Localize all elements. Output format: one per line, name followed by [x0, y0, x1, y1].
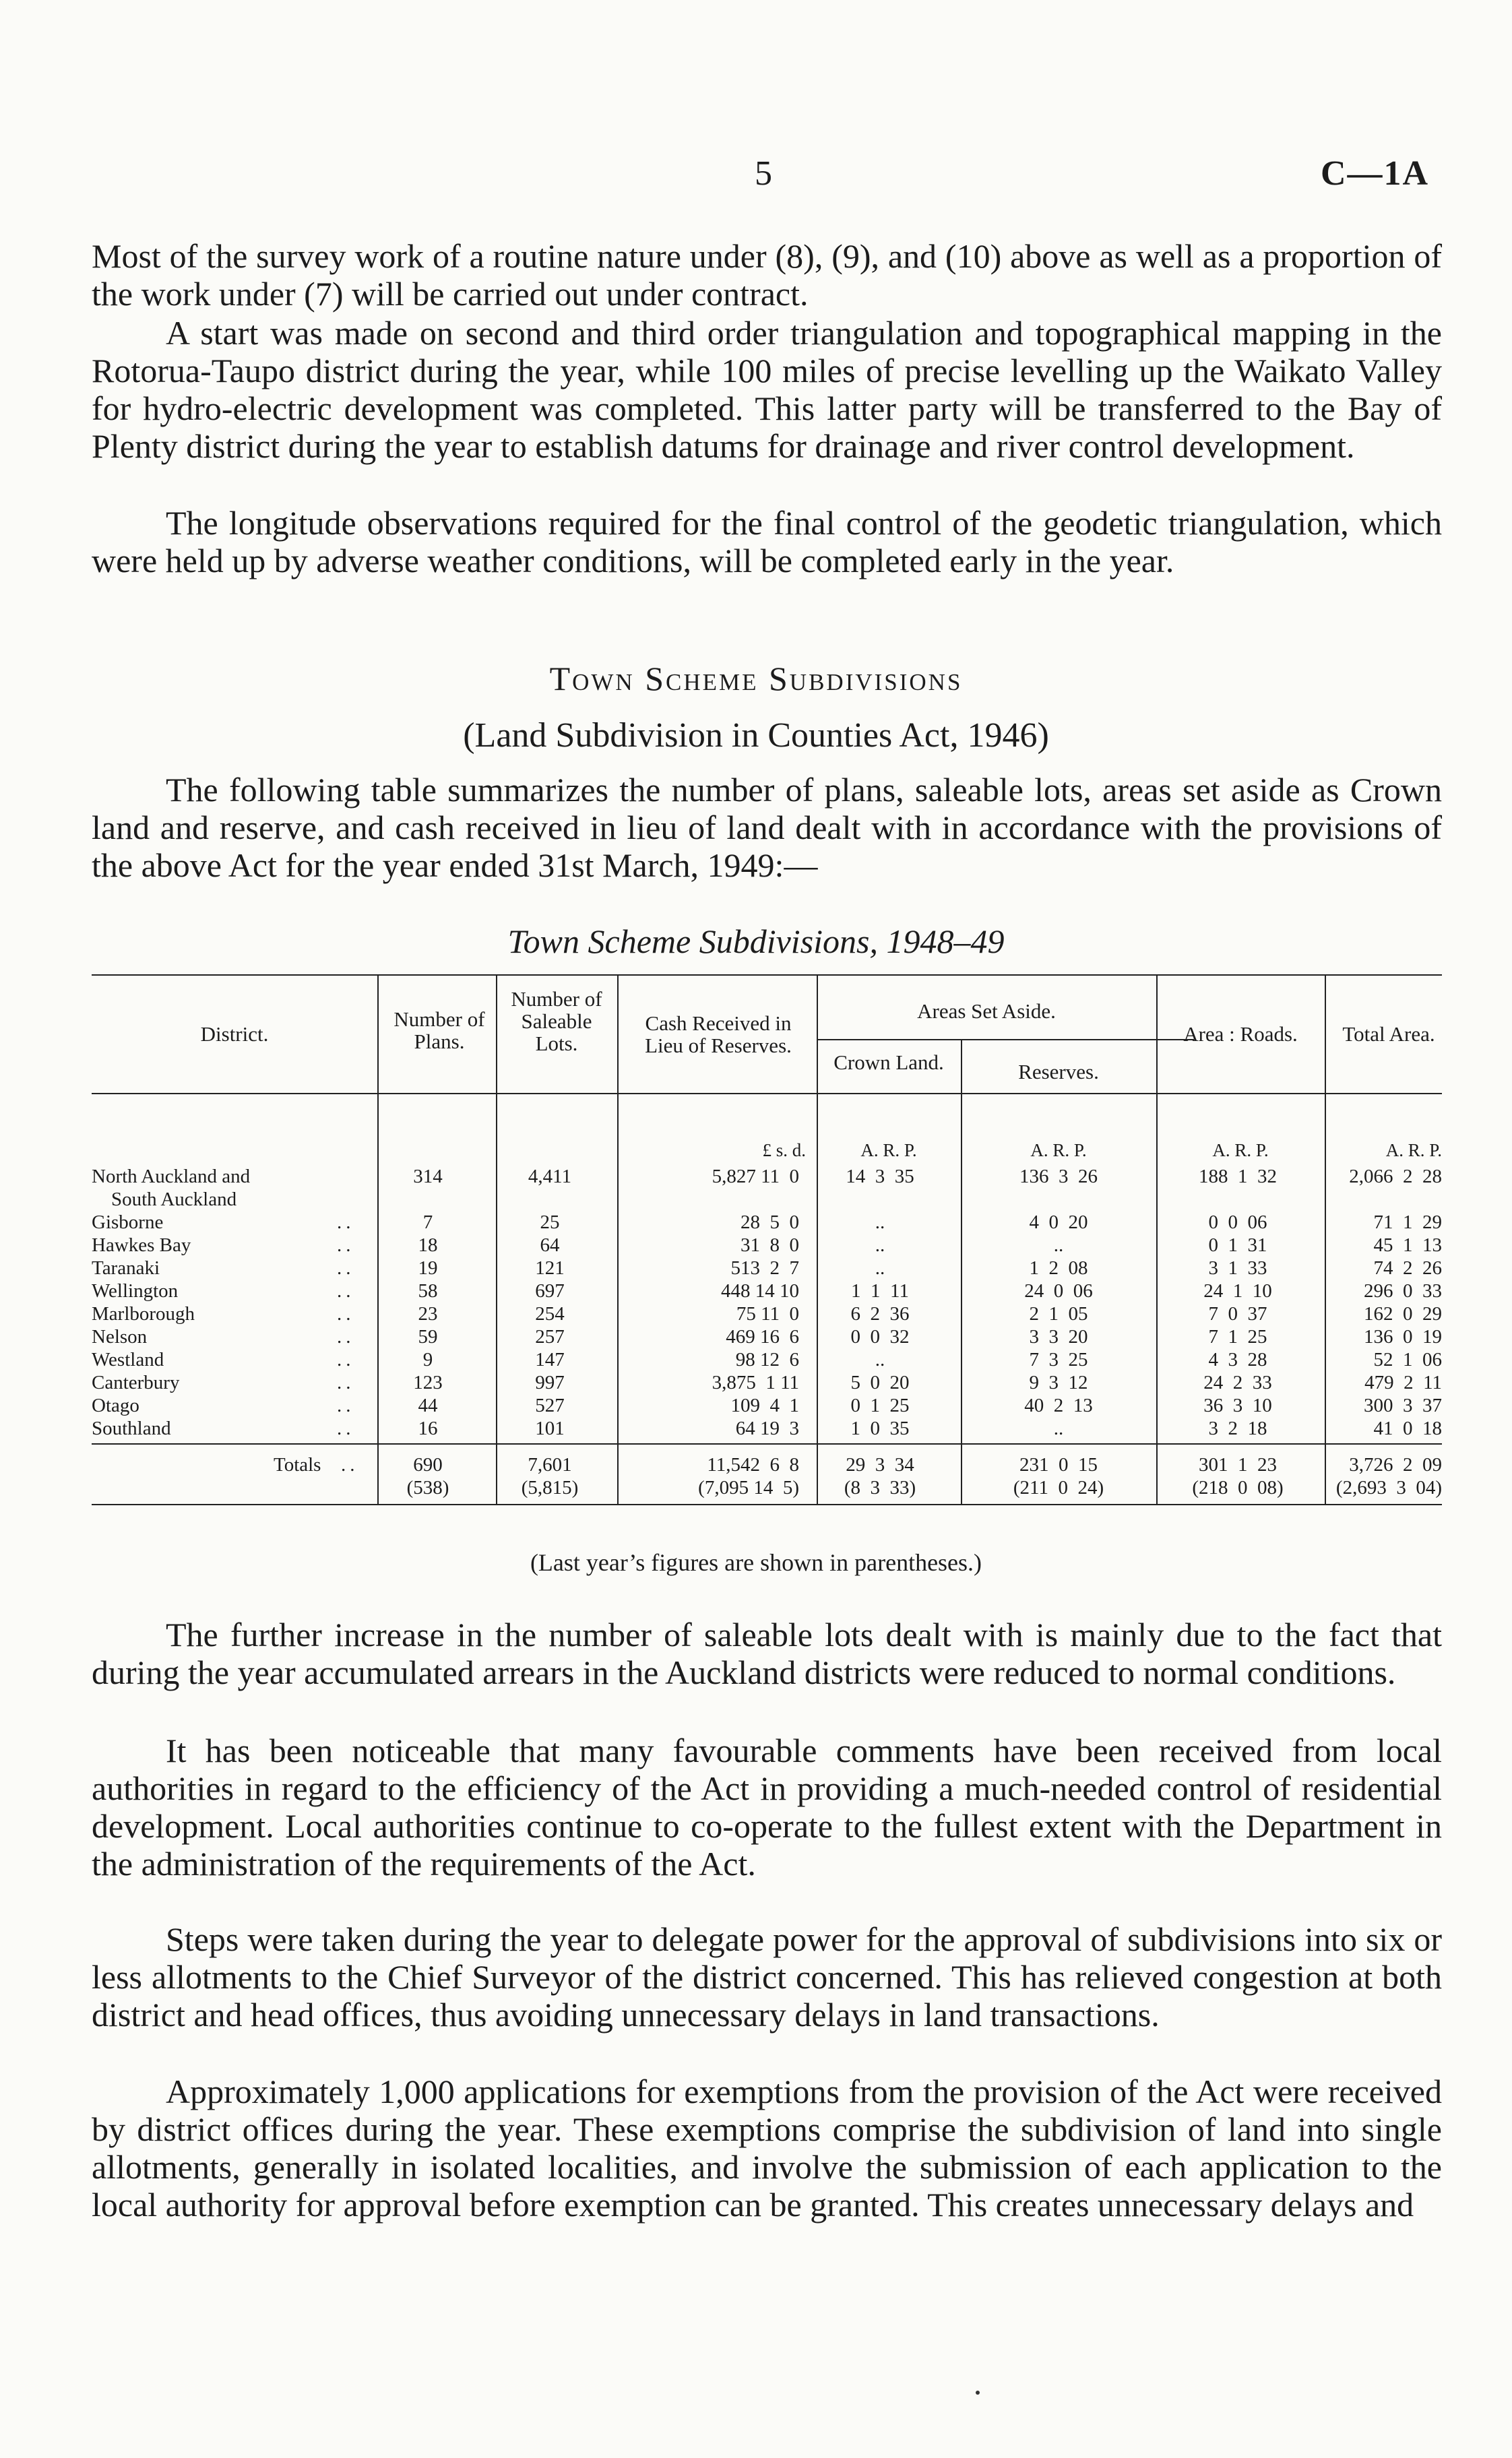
totals-rule	[92, 1443, 1442, 1445]
totals-plans: 690	[413, 1454, 443, 1476]
cell-dots: ..	[337, 1395, 355, 1416]
cell-lots: 4,411	[528, 1166, 572, 1187]
table-row	[92, 1211, 1442, 1234]
cell-plans: 59	[418, 1326, 438, 1348]
cell-roads: 36 3 10	[1203, 1395, 1272, 1416]
units-reserves: A. R. P.	[1030, 1140, 1087, 1160]
page-number: 5	[755, 154, 772, 193]
cell-district: Westland	[92, 1349, 164, 1370]
cell-district: North Auckland and	[92, 1166, 251, 1187]
cell-lots: 527	[535, 1395, 565, 1416]
cell-dots: ..	[337, 1234, 355, 1256]
totals-roads: 301 1 23	[1199, 1454, 1277, 1476]
cell-total: 300 3 37	[1364, 1395, 1442, 1416]
section-intro: The following table summarizes the number of plans, saleable lots, areas set aside as Crown land and reserve, and cash received in lieu of land dealt with in accordance with the provisions of the above Act for the year ended 31st March, 1949:—	[92, 771, 1442, 884]
cell-cash: 469 16 6	[726, 1326, 799, 1348]
document-code: C—1A	[1321, 154, 1430, 193]
cell-reserves: 7 3 25	[1029, 1349, 1088, 1370]
cell-district: South Auckland	[92, 1189, 237, 1210]
cell-reserves: 24 0 06	[1024, 1280, 1093, 1302]
areas-sub-rule	[817, 1039, 1194, 1040]
ink-mark	[976, 2391, 980, 2395]
cell-reserves: 1 2 08	[1029, 1257, 1088, 1279]
cell-roads: 24 2 33	[1203, 1372, 1272, 1393]
cell-plans: 44	[418, 1395, 438, 1416]
units-roads: A. R. P.	[1212, 1140, 1269, 1160]
totals-roads-prev: (218 0 08)	[1192, 1477, 1284, 1499]
cell-plans: 9	[422, 1349, 433, 1370]
cell-dots: ..	[337, 1211, 355, 1233]
cell-lots: 25	[540, 1211, 560, 1233]
cell-district: Hawkes Bay	[92, 1234, 191, 1256]
cell-cash: 513 2 7	[730, 1257, 799, 1279]
totals-total: 3,726 2 09	[1349, 1454, 1442, 1476]
header-reserves: Reserves.	[1018, 1060, 1099, 1083]
paragraph-7: Approximately 1,000 applications for exemptions from the provision of the Act were received by district offices during the year. These exemptions comprise the subdivision of land into single allotments, generally in isolated localities, and involve the submission of each application to the local authority for approval before exemption can be granted. This creates unnecessary delays and	[92, 2073, 1442, 2224]
totals-label: Totals	[274, 1454, 321, 1476]
table-row	[92, 1166, 1442, 1188]
cell-total: 41 0 18	[1373, 1418, 1442, 1439]
header-roads: Area : Roads.	[1183, 1022, 1298, 1046]
totals-dots: ..	[341, 1454, 359, 1476]
totals-row	[92, 1454, 1442, 1476]
cell-district: Gisborne	[92, 1211, 164, 1233]
header-cash: Cash Received in Lieu of Reserves.	[645, 1011, 792, 1057]
cell-crown: 0 0 32	[850, 1326, 910, 1348]
cell-total: 162 0 29	[1364, 1303, 1442, 1325]
cell-district: Southland	[92, 1418, 171, 1439]
subdivisions-table	[92, 974, 1442, 1539]
cell-plans: 18	[418, 1234, 438, 1256]
cell-crown: 6 2 36	[850, 1303, 910, 1325]
cell-roads: 188 1 32	[1199, 1166, 1277, 1187]
header-district: District.	[200, 1022, 269, 1046]
cell-roads: 7 0 37	[1208, 1303, 1267, 1325]
cell-roads: 4 3 28	[1208, 1349, 1267, 1370]
totals-reserves: 231 0 15	[1019, 1454, 1098, 1476]
table-row	[92, 1257, 1442, 1280]
cell-cash: 28 5 0	[741, 1211, 799, 1233]
cell-district: Canterbury	[92, 1372, 180, 1393]
cell-crown: ..	[875, 1234, 885, 1256]
cell-plans: 19	[418, 1257, 438, 1279]
totals-total-prev: (2,693 3 04)	[1335, 1477, 1442, 1499]
cell-lots: 254	[535, 1303, 565, 1325]
table-caption: Town Scheme Subdivisions, 1948–49	[507, 922, 1005, 960]
cell-total: 2,066 2 28	[1349, 1166, 1442, 1187]
cell-district: Wellington	[92, 1280, 179, 1302]
totals-reserves-prev: (211 0 24)	[1013, 1477, 1104, 1499]
cell-district: Otago	[92, 1395, 139, 1416]
paragraph-3: The longitude observations required for the final control of the geodetic triangulation, which were held up by adverse weather conditions, will be completed early in the year.	[92, 504, 1442, 579]
cell-roads: 3 1 33	[1208, 1257, 1267, 1279]
totals-cash: 11,542 6 8	[707, 1454, 799, 1476]
cell-dots: ..	[337, 1372, 355, 1393]
cell-crown: ..	[875, 1349, 885, 1370]
section-title: Town Scheme Subdivisions	[549, 660, 963, 697]
totals-lots: 7,601	[528, 1454, 572, 1476]
header-lots: Number of Saleable Lots.	[511, 987, 602, 1055]
cell-district: Marlborough	[92, 1303, 195, 1325]
header-total: Total Area.	[1342, 1022, 1435, 1046]
totals-cash-prev: (7,095 14 5)	[698, 1477, 799, 1499]
cell-total: 52 1 06	[1373, 1349, 1442, 1370]
header-bottom-rule	[92, 1093, 1442, 1094]
cell-cash: 64 19 3	[735, 1418, 799, 1439]
cell-lots: 121	[535, 1257, 565, 1279]
table-row	[92, 1349, 1442, 1371]
table-row	[92, 1326, 1442, 1348]
table-row	[92, 1418, 1442, 1440]
cell-cash: 98 12 6	[735, 1349, 799, 1370]
cell-crown: 1 0 35	[850, 1418, 910, 1439]
cell-cash: 109 4 1	[730, 1395, 799, 1416]
cell-dots: ..	[337, 1257, 355, 1279]
units-total: A. R. P.	[1385, 1140, 1442, 1160]
cell-lots: 257	[535, 1326, 565, 1348]
cell-dots: ..	[337, 1326, 355, 1348]
paragraph-5: It has been noticeable that many favourable comments have been received from local authorities in regard to the efficiency of the Act in providing a much-needed control of residential development. Local authorities continue to co-operate to the fullest extent with the Department in the administration of the requirements of the Act.	[92, 1732, 1442, 1883]
cell-plans: 23	[418, 1303, 438, 1325]
paragraph-4: The further increase in the number of saleable lots dealt with is mainly due to the fact that during the year accumulated arrears in the Auckland districts were reduced to normal conditions.	[92, 1616, 1442, 1691]
totals-prev-row	[92, 1477, 1442, 1499]
cell-dots: ..	[337, 1280, 355, 1302]
cell-reserves: ..	[1053, 1234, 1064, 1256]
paragraph-6: Steps were taken during the year to delegate power for the approval of subdivisions into six or less allotments to the Chief Surveyor of the district concerned. This has relieved congestion at both district and head offices, thus avoiding unnecessary delays in land transactions.	[92, 1920, 1442, 2034]
table-row	[92, 1303, 1442, 1325]
cell-cash: 75 11 0	[736, 1303, 799, 1325]
header-crown-land: Crown Land.	[833, 1050, 944, 1074]
cell-roads: 0 1 31	[1208, 1234, 1267, 1256]
cell-reserves: 2 1 05	[1029, 1303, 1088, 1325]
cell-dots: ..	[337, 1418, 355, 1439]
header-areas-set-aside: Areas Set Aside.	[917, 999, 1056, 1023]
cell-lots: 64	[540, 1234, 560, 1256]
cell-total: 136 0 19	[1364, 1326, 1442, 1348]
cell-total: 479 2 11	[1364, 1372, 1442, 1393]
cell-district: Nelson	[92, 1326, 148, 1348]
cell-crown: ..	[875, 1257, 885, 1279]
cell-reserves: 3 3 20	[1029, 1326, 1088, 1348]
cell-total: 74 2 26	[1373, 1257, 1442, 1279]
cell-plans: 123	[413, 1372, 443, 1393]
header-plans: Number of Plans.	[393, 1007, 485, 1053]
cell-crown: 14 3 35	[846, 1166, 914, 1187]
table-bottom-rule	[92, 1504, 1442, 1505]
totals-plans-prev: (538)	[406, 1477, 449, 1499]
cell-lots: 697	[535, 1280, 565, 1302]
table-top-rule	[92, 974, 1442, 976]
table-row	[92, 1189, 1442, 1211]
cell-roads: 24 1 10	[1203, 1280, 1272, 1302]
cell-plans: 58	[418, 1280, 438, 1302]
cell-cash: 31 8 0	[741, 1234, 799, 1256]
totals-lots-prev: (5,815)	[521, 1477, 579, 1499]
cell-crown: ..	[875, 1211, 885, 1233]
table-row	[92, 1280, 1442, 1302]
table-note: (Last year’s figures are shown in parentheses.)	[530, 1549, 982, 1576]
cell-total: 296 0 33	[1364, 1280, 1442, 1302]
cell-reserves: ..	[1053, 1418, 1064, 1439]
units-cash: £ s. d.	[762, 1140, 806, 1160]
paragraph-2: A start was made on second and third order triangulation and topographical mapping in the Rotorua-Taupo district during the year, while 100 miles of precise levelling up the Waikato Valley for hydro-electric development was completed. This latter party will be transferred to the Bay of Plenty district during the year to establish datums for drainage and river control development.	[92, 314, 1442, 465]
cell-reserves: 136 3 26	[1019, 1166, 1098, 1187]
cell-crown: 1 1 11	[851, 1280, 909, 1302]
cell-district: Taranaki	[92, 1257, 160, 1279]
cell-reserves: 4 0 20	[1029, 1211, 1088, 1233]
cell-cash: 448 14 10	[721, 1280, 799, 1302]
table-row	[92, 1395, 1442, 1417]
cell-crown: 5 0 20	[850, 1372, 910, 1393]
table-row	[92, 1372, 1442, 1394]
cell-reserves: 9 3 12	[1029, 1372, 1088, 1393]
cell-roads: 0 0 06	[1208, 1211, 1267, 1233]
cell-lots: 147	[535, 1349, 565, 1370]
totals-crown: 29 3 34	[846, 1454, 914, 1476]
cell-cash: 5,827 11 0	[712, 1166, 799, 1187]
section-subtitle: (Land Subdivision in Counties Act, 1946)	[463, 716, 1049, 755]
cell-lots: 101	[535, 1418, 565, 1439]
cell-dots: ..	[337, 1303, 355, 1325]
cell-plans: 16	[418, 1418, 438, 1439]
cell-plans: 7	[422, 1211, 433, 1233]
totals-crown-prev: (8 3 33)	[844, 1477, 916, 1499]
cell-total: 71 1 29	[1373, 1211, 1442, 1233]
cell-roads: 7 1 25	[1208, 1326, 1267, 1348]
cell-plans: 314	[413, 1166, 443, 1187]
table-row	[92, 1234, 1442, 1257]
units-crown: A. R. P.	[860, 1140, 917, 1160]
cell-roads: 3 2 18	[1208, 1418, 1267, 1439]
cell-dots: ..	[337, 1349, 355, 1370]
cell-reserves: 40 2 13	[1024, 1395, 1093, 1416]
cell-cash: 3,875 1 11	[712, 1372, 799, 1393]
paragraph-1: Most of the survey work of a routine nature under (8), (9), and (10) above as well as a proportion of the work under (7) will be carried out under contract.	[92, 237, 1442, 313]
cell-lots: 997	[535, 1372, 565, 1393]
cell-total: 45 1 13	[1373, 1234, 1442, 1256]
cell-crown: 0 1 25	[850, 1395, 910, 1416]
